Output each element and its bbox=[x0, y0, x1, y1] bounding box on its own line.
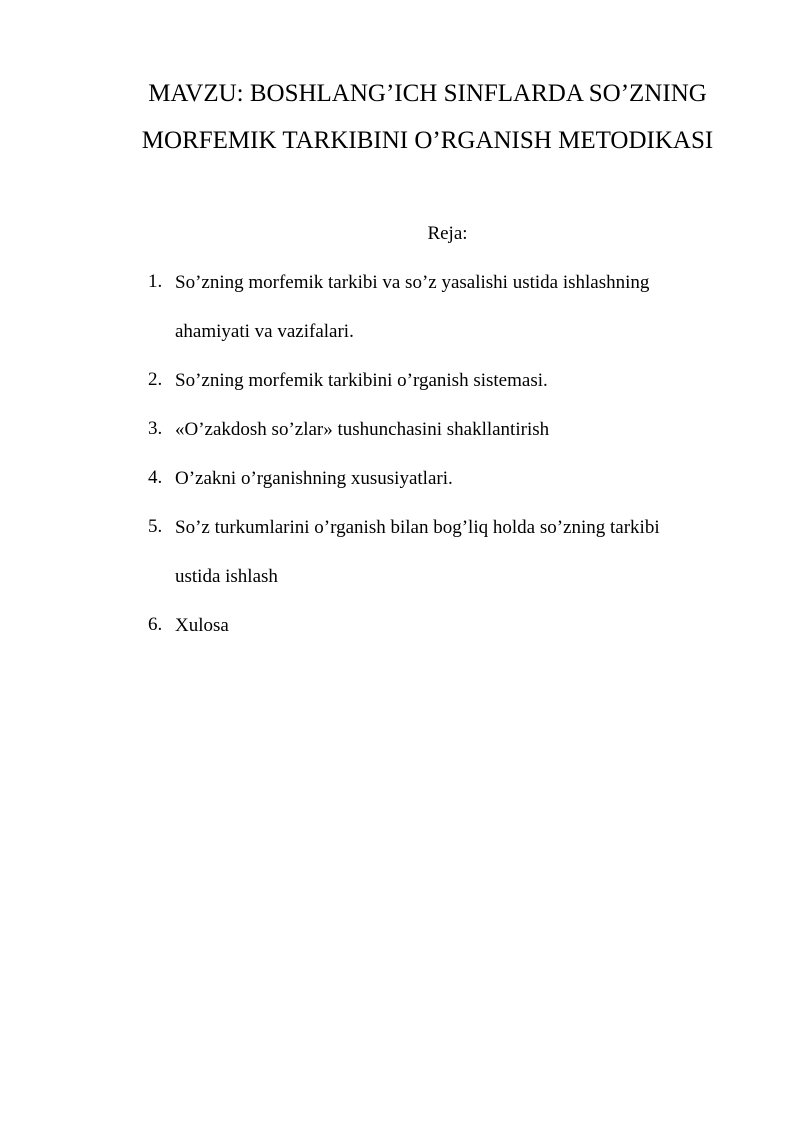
plan-item-number: 4. bbox=[148, 467, 163, 488]
plan-item-number: 1. bbox=[148, 271, 163, 292]
plan-item-3 bbox=[148, 417, 748, 441]
plan-item-number: 3. bbox=[148, 418, 163, 439]
document-title-line-1: MAVZU: BOSHLANG’ICH SINFLARDA SO’ZNING bbox=[148, 80, 707, 107]
plan-heading: Reja: bbox=[427, 223, 468, 244]
plan-item-text: O’zakni o’rganishning xususiyatlari. bbox=[175, 467, 453, 489]
plan-list bbox=[148, 270, 748, 662]
plan-item-4 bbox=[148, 466, 748, 490]
plan-item-6 bbox=[148, 613, 748, 637]
plan-item-2 bbox=[148, 368, 748, 392]
plan-item-5 bbox=[148, 515, 748, 588]
plan-item-number: 6. bbox=[148, 614, 163, 635]
plan-item-1 bbox=[148, 270, 748, 343]
plan-item-text: So’zning morfemik tarkibi va so’z yasalishi ustida ishlashning ahamiyati va vazifalari. bbox=[175, 271, 650, 342]
plan-item-number: 2. bbox=[148, 369, 163, 390]
document-title-line-2: MORFEMIK TARKIBINI O’RGANISH METODIKASI bbox=[141, 127, 714, 154]
plan-item-text: So’zning morfemik tarkibini o’rganish sistemasi. bbox=[175, 369, 548, 391]
plan-item-text: So’z turkumlarini o’rganish bilan bog’liq holda so’zning tarkibi ustida ishlash bbox=[175, 516, 660, 587]
plan-item-text: Xulosa bbox=[175, 614, 229, 636]
plan-item-text: «O’zakdosh so’zlar» tushunchasini shakllantirish bbox=[175, 418, 550, 440]
plan-item-number: 5. bbox=[148, 516, 163, 537]
